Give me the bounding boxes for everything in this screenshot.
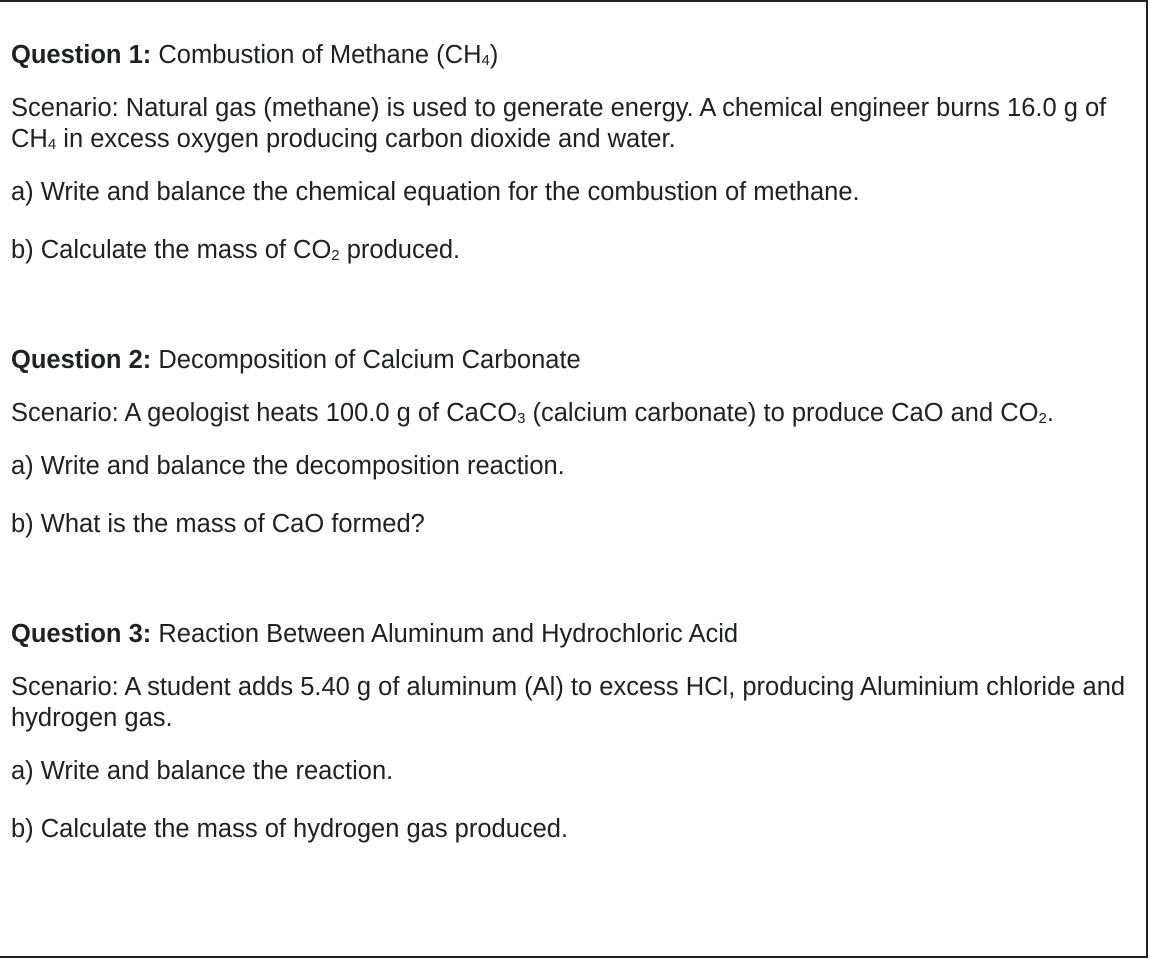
question-3-title xyxy=(11,617,1141,651)
question-2 xyxy=(11,343,1141,540)
question-2-scenario-subscript-2: 2 xyxy=(1038,410,1047,427)
question-1-scenario-text-1: Scenario: Natural gas (methane) is used to generate energy. A chemical engineer burns 16.0 g of CH xyxy=(11,94,1107,153)
question-1-part-b-subscript: 2 xyxy=(331,247,340,264)
spacer xyxy=(11,266,1141,343)
question-1-scenario-subscript: 4 xyxy=(47,136,57,153)
question-2-part-b: b) What is the mass of CaO formed? xyxy=(11,510,425,538)
question-2-title xyxy=(11,343,1141,377)
question-1-scenario-text-2: in excess oxygen producing carbon dioxide and water. xyxy=(56,125,676,153)
question-1-scenario xyxy=(11,93,1141,155)
question-1 xyxy=(11,38,1141,266)
question-3-part-a: a) Write and balance the reaction. xyxy=(11,757,394,785)
question-2-scenario-subscript-1: 3 xyxy=(517,410,526,427)
question-1-title-subscript: 4 xyxy=(481,52,490,69)
question-1-part-a: a) Write and balance the chemical equation for the combustion of methane. xyxy=(11,178,860,206)
question-1-title xyxy=(11,38,1141,72)
question-1-title-end: ) xyxy=(489,41,499,69)
question-2-title-text: Decomposition of Calcium Carbonate xyxy=(158,346,581,374)
question-1-part-b xyxy=(11,235,1141,266)
question-1-label: Question 1: xyxy=(11,41,152,69)
question-2-label: Question 2: xyxy=(11,346,152,374)
question-1-title-text: Combustion of Methane (CH xyxy=(158,41,482,69)
question-1-part-b-text-1: b) Calculate the mass of CO xyxy=(11,236,332,264)
question-3-scenario: Scenario: A student adds 5.40 g of aluminum (Al) to excess HCl, producing Aluminium chloride and hydrogen gas. xyxy=(11,673,1126,732)
question-3 xyxy=(11,617,1141,845)
question-2-part-a: a) Write and balance the decomposition reaction. xyxy=(11,452,565,480)
question-2-scenario xyxy=(11,398,1141,429)
question-3-part-b: b) Calculate the mass of hydrogen gas produced. xyxy=(11,815,569,843)
spacer xyxy=(11,540,1141,617)
question-3-label: Question 3: xyxy=(11,620,152,648)
document-body xyxy=(11,38,1141,845)
question-3-title-text: Reaction Between Aluminum and Hydrochloric Acid xyxy=(158,620,739,648)
question-2-scenario-text-3: . xyxy=(1046,399,1054,427)
question-2-scenario-text-1: Scenario: A geologist heats 100.0 g of CaCO xyxy=(11,399,518,427)
question-1-part-b-text-2: produced. xyxy=(339,236,461,264)
question-2-scenario-text-2: (calcium carbonate) to produce CaO and CO xyxy=(525,399,1039,427)
